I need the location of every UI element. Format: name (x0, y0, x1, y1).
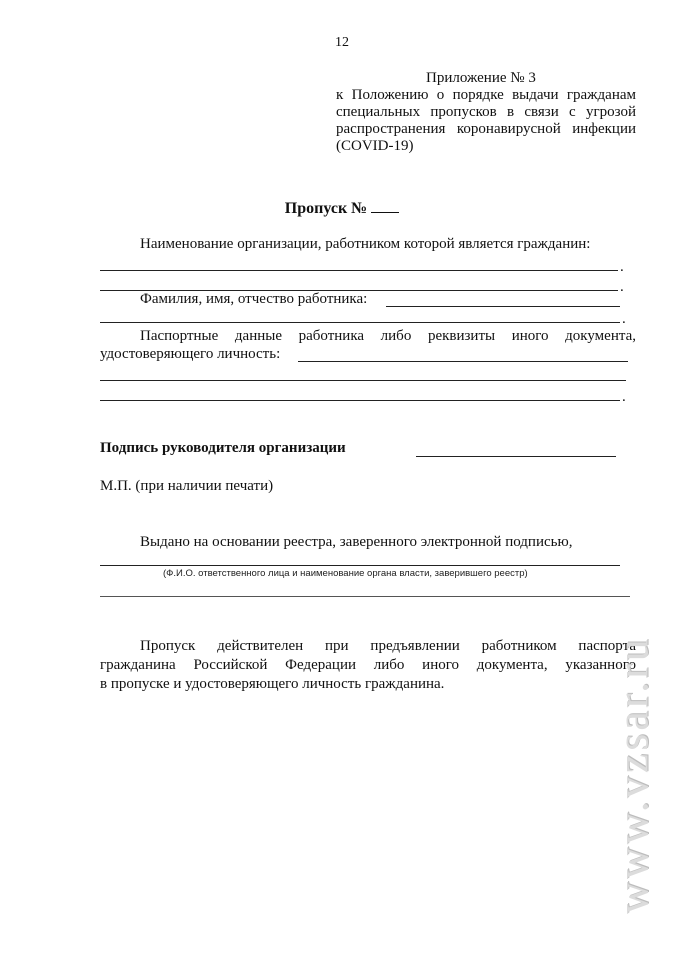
passport-line-1 (298, 361, 628, 362)
appendix-line-3: распространения коронавирусной инфекции (336, 121, 636, 137)
fio-line-2 (100, 322, 620, 323)
passport-label-line-1: Паспортные данные работника либо реквизиты иного документа, (140, 328, 636, 344)
fio-line-2-dot: . (622, 311, 626, 327)
passport-line-3-dot: . (622, 389, 626, 405)
passport-line-2 (100, 380, 626, 381)
appendix-title: Приложение № 3 (426, 70, 536, 86)
stamp-label: М.П. (при наличии печати) (100, 478, 274, 494)
issued-line-1 (100, 565, 620, 566)
pass-number-blank (371, 200, 399, 213)
validity-line-3: в пропуске и удостоверяющего личность гражданина. (100, 676, 445, 692)
fio-label: Фамилия, имя, отчество работника: (140, 291, 368, 307)
passport-line-3 (100, 400, 620, 401)
appendix-line-2: специальных пропусков в связи с угрозой (336, 104, 636, 120)
signature-label: Подпись руководителя организации (100, 440, 346, 456)
appendix-line-1: к Положению о порядке выдачи гражданам (336, 87, 636, 103)
organization-line-1-dot: . (620, 259, 624, 275)
pass-title (0, 200, 684, 218)
passport-label-line-2: удостоверяющего личность: (100, 346, 281, 362)
fio-line-1 (386, 306, 620, 307)
organization-line-2-dot: . (620, 279, 624, 295)
issued-line-2 (100, 596, 630, 597)
issued-caption: (Ф.И.О. ответственного лица и наименование органа власти, заверившего реестр) (163, 568, 528, 579)
validity-line-1: Пропуск действителен при предъявлении работником паспорта (140, 638, 636, 654)
appendix-block (336, 70, 636, 155)
organization-line-1 (100, 270, 618, 271)
issued-text: Выдано на основании реестра, заверенного электронной подписью, (140, 534, 573, 550)
validity-line-2: гражданина Российской Федерации либо иного документа, указанного (100, 657, 636, 673)
organization-label: Наименование организации, работником которой является гражданин: (140, 236, 591, 252)
pass-title-text: Пропуск № (284, 200, 368, 217)
page-number: 12 (335, 35, 349, 50)
watermark-text: www.vzsar.ru (608, 636, 658, 914)
appendix-line-4: (COVID-19) (336, 138, 414, 154)
signature-line (416, 456, 616, 457)
watermark (588, 600, 678, 950)
